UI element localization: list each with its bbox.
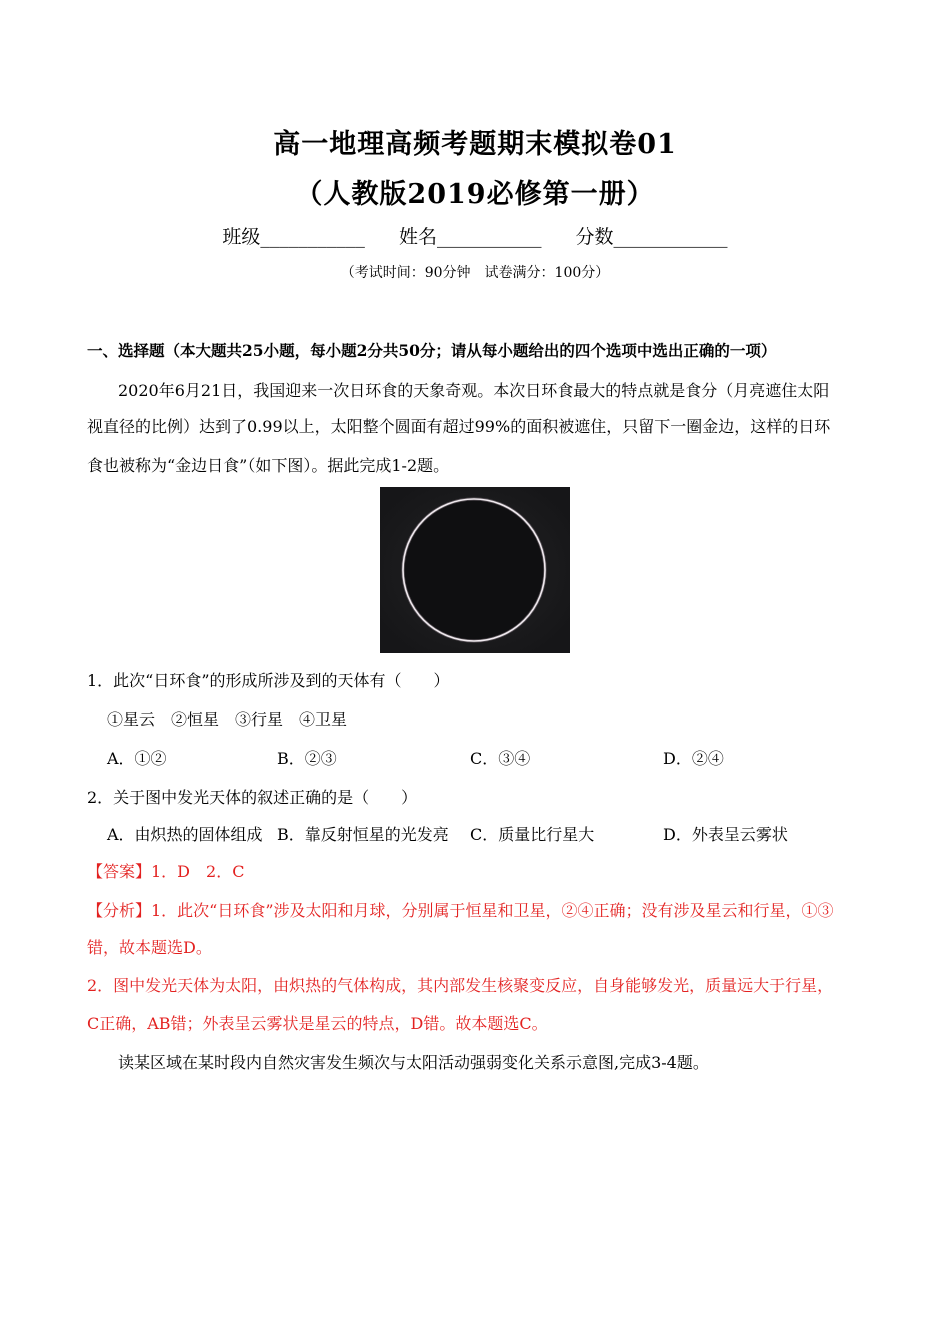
q2-option-a[interactable]: A．由炽热的固体组成 <box>107 825 263 844</box>
annular-eclipse-photo <box>380 487 570 653</box>
name-field: 姓名___________ <box>398 226 542 248</box>
eclipse-ring-graphic <box>380 487 570 653</box>
next-question-intro: 读某区域在某时段内自然灾害发生频次与太阳活动强弱变化关系示意图,完成3-4题。 <box>118 1053 709 1072</box>
intro-line-1: 2020年6月21日，我国迎来一次日环食的天象奇观。本次日环食最大的特点就是食分（月亮遮住太阳 <box>118 381 830 400</box>
analysis-line-1: 【分析】1．此次“日环食”涉及太阳和月球，分别属于恒星和卫星，②④正确；没有涉及星云和行星，①③ <box>87 901 834 920</box>
intro-line-2: 视直径的比例）达到了0.99以上，太阳整个圆面有超过99%的面积被遮住，只留下一圈金边，这样的日环 <box>87 417 831 436</box>
analysis-line-4: C正确，AB错；外表呈云雾状是星云的特点，D错。故本题选C。 <box>87 1014 548 1033</box>
exam-subtitle: （人教版2019必修第一册） <box>295 179 655 210</box>
student-info-row <box>0 222 950 249</box>
question-1-stem: 1．此次“日环食”的形成所涉及到的天体有（ ） <box>87 671 450 690</box>
question-2-stem: 2．关于图中发光天体的叙述正确的是（ ） <box>87 788 418 807</box>
exam-meta: （考试时间：90分钟 试卷满分：100分） <box>340 265 610 281</box>
q1-option-b[interactable]: B．②③ <box>277 749 337 768</box>
section-heading: 一、选择题（本大题共25小题，每小题2分共50分；请从每小题给出的四个选项中选出正确的一项） <box>87 341 777 360</box>
q2-option-d[interactable]: D．外表呈云雾状 <box>663 825 788 844</box>
q1-option-d[interactable]: D．②④ <box>663 749 724 768</box>
analysis-line-2: 错，故本题选D。 <box>87 938 212 957</box>
q1-option-c[interactable]: C．③④ <box>470 749 531 768</box>
score-field: 分数____________ <box>575 226 728 248</box>
q2-option-b[interactable]: B．靠反射恒星的光发亮 <box>277 825 449 844</box>
q2-option-c[interactable]: C．质量比行星大 <box>470 825 595 844</box>
exam-title: 高一地理高频考题期末模拟卷01 <box>273 129 677 160</box>
analysis-line-3: 2．图中发光天体为太阳，由炽热的气体构成，其内部发生核聚变反应，自身能够发光，质量远大于行星， <box>87 976 834 995</box>
question-1-items: ①星云 ②恒星 ③行星 ④卫星 <box>107 710 348 729</box>
q1-option-a[interactable]: A．①② <box>107 749 167 768</box>
class-field: 班级___________ <box>222 226 365 248</box>
intro-line-3: 食也被称为“金边日食”（如下图）。据此完成1-2题。 <box>87 456 450 475</box>
answer-line: 【答案】1．D 2．C <box>87 862 245 881</box>
